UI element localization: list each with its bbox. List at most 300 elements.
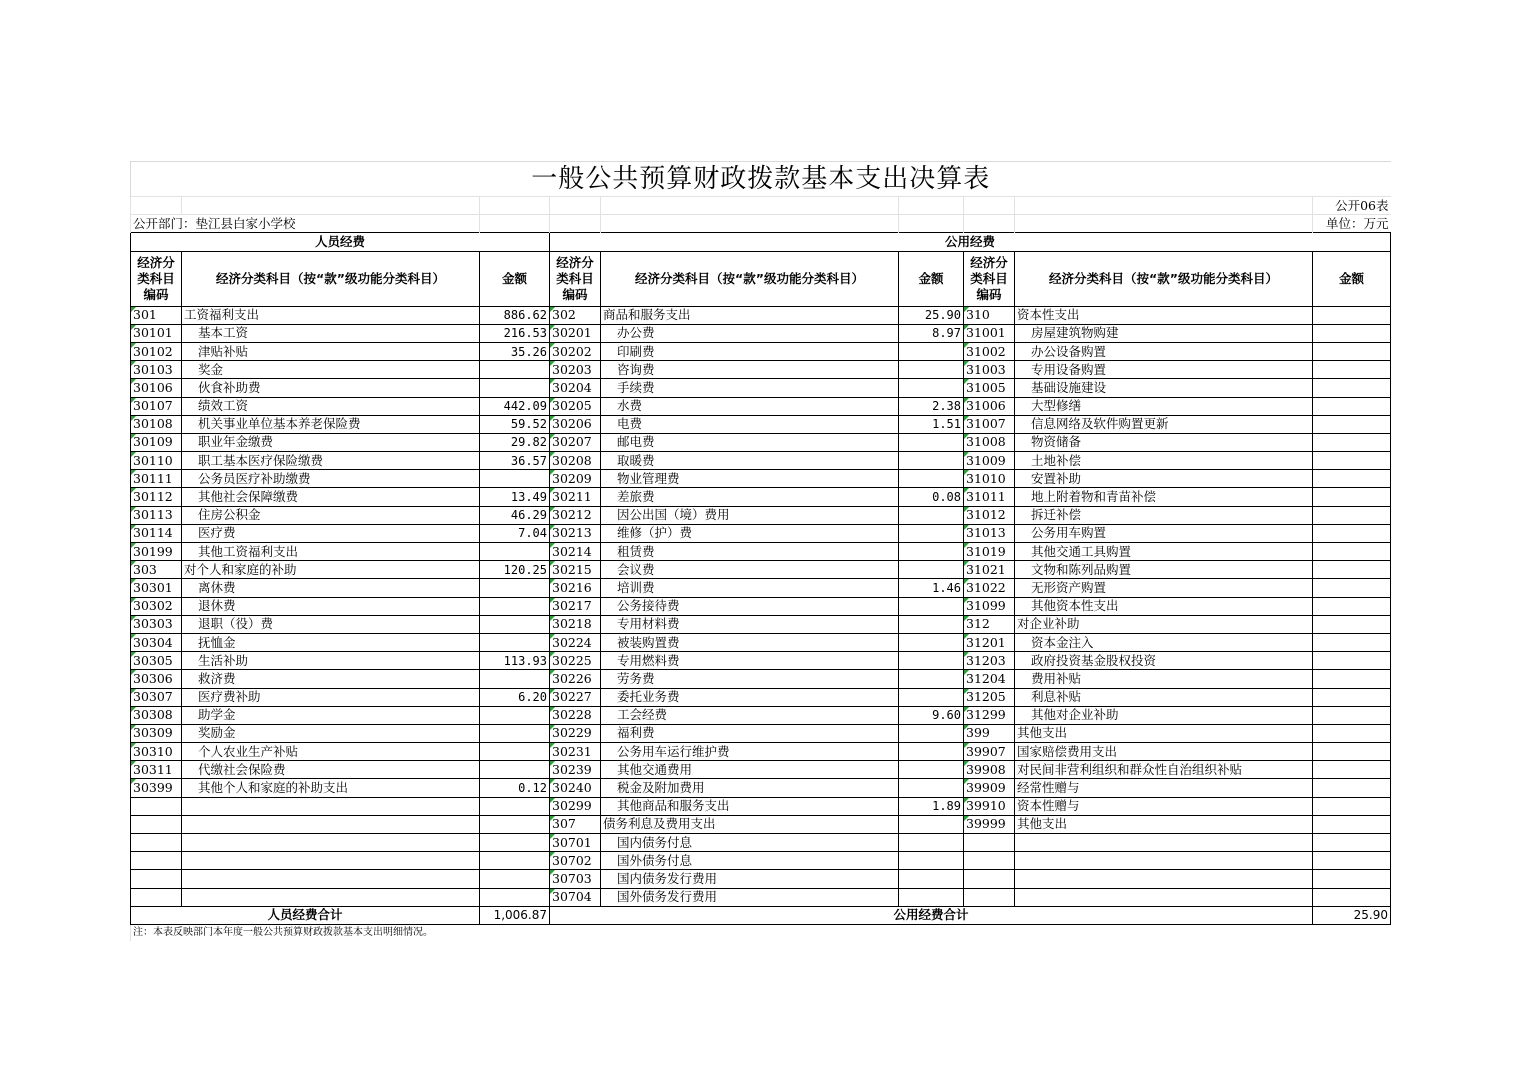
row-amount (899, 543, 964, 561)
total-personnel-amount: 1,006.87 (480, 906, 550, 924)
row-code: 30201 (550, 324, 601, 342)
row-name: 退职（役）费 (182, 615, 480, 633)
row-code: 30208 (550, 452, 601, 470)
row-amount (899, 652, 964, 670)
row-name: 邮电费 (601, 433, 899, 451)
row-code: 30299 (550, 797, 601, 815)
row-name: 办公设备购置 (1015, 342, 1313, 360)
col-amount-header: 金额 (899, 251, 964, 306)
row-name: 职工基本医疗保险缴费 (182, 452, 480, 470)
row-code: 30227 (550, 688, 601, 706)
table-row (131, 724, 1391, 742)
row-amount: 216.53 (480, 324, 550, 342)
table-row (131, 470, 1391, 488)
row-code: 31022 (964, 579, 1015, 597)
row-code: 310 (964, 306, 1015, 324)
row-name: 奖金 (182, 361, 480, 379)
row-code (964, 888, 1015, 906)
row-amount (899, 761, 964, 779)
row-code: 30211 (550, 488, 601, 506)
row-name: 因公出国（境）费用 (601, 506, 899, 524)
row-amount (1313, 524, 1391, 542)
row-code (964, 852, 1015, 870)
table-row (131, 579, 1391, 597)
row-code: 30112 (131, 488, 182, 506)
row-code: 30224 (550, 633, 601, 651)
total-public-amount: 25.90 (1313, 906, 1391, 924)
row-code: 30199 (131, 543, 182, 561)
row-name: 其他对企业补助 (1015, 706, 1313, 724)
row-code: 39908 (964, 761, 1015, 779)
row-code: 31002 (964, 342, 1015, 360)
row-amount: 886.62 (480, 306, 550, 324)
row-amount: 0.08 (899, 488, 964, 506)
row-amount: 13.49 (480, 488, 550, 506)
row-code: 30106 (131, 379, 182, 397)
row-code: 31008 (964, 433, 1015, 451)
row-code: 303 (131, 561, 182, 579)
row-code: 31204 (964, 670, 1015, 688)
row-name: 商品和服务支出 (601, 306, 899, 324)
row-code: 31007 (964, 415, 1015, 433)
row-amount (899, 470, 964, 488)
row-name (182, 870, 480, 888)
row-code (964, 834, 1015, 852)
row-amount (1313, 470, 1391, 488)
row-amount (480, 579, 550, 597)
row-amount: 46.29 (480, 506, 550, 524)
row-amount (899, 834, 964, 852)
row-name: 差旅费 (601, 488, 899, 506)
col-code-header: 经济分类科目编码 (964, 251, 1015, 306)
table-row (131, 615, 1391, 633)
table-row (131, 670, 1391, 688)
row-amount (1313, 306, 1391, 324)
row-amount: 59.52 (480, 415, 550, 433)
row-code: 302 (550, 306, 601, 324)
row-amount: 7.04 (480, 524, 550, 542)
row-code: 30207 (550, 433, 601, 451)
row-code: 31006 (964, 397, 1015, 415)
row-name: 退休费 (182, 597, 480, 615)
col-name-header: 经济分类科目（按“款”级功能分类科目） (182, 251, 480, 306)
row-code: 30309 (131, 724, 182, 742)
row-amount: 1.89 (899, 797, 964, 815)
row-name: 对企业补助 (1015, 615, 1313, 633)
row-amount (1313, 888, 1391, 906)
row-amount (1313, 342, 1391, 360)
table-row (131, 706, 1391, 724)
row-amount (899, 724, 964, 742)
row-name: 费用补贴 (1015, 670, 1313, 688)
row-code: 30111 (131, 470, 182, 488)
row-code (131, 815, 182, 833)
row-code: 31019 (964, 543, 1015, 561)
col-code-header: 经济分类科目编码 (550, 251, 601, 306)
row-name: 咨询费 (601, 361, 899, 379)
row-amount: 29.82 (480, 433, 550, 451)
table-row (131, 324, 1391, 342)
table-row (131, 852, 1391, 870)
row-code: 31012 (964, 506, 1015, 524)
row-code: 30702 (550, 852, 601, 870)
row-amount (1313, 506, 1391, 524)
row-code: 30108 (131, 415, 182, 433)
table-row (131, 870, 1391, 888)
row-amount: 6.20 (480, 688, 550, 706)
row-amount (1313, 706, 1391, 724)
col-amount-header: 金额 (1313, 251, 1391, 306)
row-amount (1313, 433, 1391, 451)
row-amount (480, 670, 550, 688)
row-code: 30239 (550, 761, 601, 779)
row-name: 大型修缮 (1015, 397, 1313, 415)
row-amount (480, 470, 550, 488)
row-amount (899, 815, 964, 833)
row-amount (480, 815, 550, 833)
row-name: 安置补助 (1015, 470, 1313, 488)
row-amount (1313, 415, 1391, 433)
row-code: 30306 (131, 670, 182, 688)
table-row (131, 379, 1391, 397)
row-name: 其他交通费用 (601, 761, 899, 779)
row-amount (899, 524, 964, 542)
row-amount (1313, 852, 1391, 870)
row-name: 水费 (601, 397, 899, 415)
row-amount (1313, 579, 1391, 597)
row-code: 30107 (131, 397, 182, 415)
row-amount (899, 506, 964, 524)
row-code: 399 (964, 724, 1015, 742)
row-amount (899, 615, 964, 633)
table-row (131, 306, 1391, 324)
row-name: 公务用车购置 (1015, 524, 1313, 542)
row-name: 被装购置费 (601, 633, 899, 651)
row-name: 物资储备 (1015, 433, 1313, 451)
row-code: 31005 (964, 379, 1015, 397)
row-code: 30216 (550, 579, 601, 597)
row-code: 31099 (964, 597, 1015, 615)
row-name (182, 888, 480, 906)
row-code (131, 852, 182, 870)
row-amount (1313, 452, 1391, 470)
row-name: 住房公积金 (182, 506, 480, 524)
row-amount (1313, 743, 1391, 761)
table-row (131, 342, 1391, 360)
row-name: 福利费 (601, 724, 899, 742)
row-amount: 0.12 (480, 779, 550, 797)
row-code: 312 (964, 615, 1015, 633)
row-amount (899, 342, 964, 360)
row-amount (899, 561, 964, 579)
row-amount (1313, 397, 1391, 415)
row-amount: 2.38 (899, 397, 964, 415)
row-name: 委托业务费 (601, 688, 899, 706)
row-amount (480, 834, 550, 852)
row-code: 30109 (131, 433, 182, 451)
row-code: 31010 (964, 470, 1015, 488)
row-amount (480, 597, 550, 615)
row-code: 31205 (964, 688, 1015, 706)
row-name: 专用燃料费 (601, 652, 899, 670)
table-row (131, 397, 1391, 415)
row-amount (480, 361, 550, 379)
col-name-header: 经济分类科目（按“款”级功能分类科目） (601, 251, 899, 306)
row-amount (899, 361, 964, 379)
unit-label: 单位：万元 (1313, 215, 1391, 233)
row-name: 其他支出 (1015, 724, 1313, 742)
row-name: 资本性赠与 (1015, 797, 1313, 815)
row-name: 专用设备购置 (1015, 361, 1313, 379)
row-code: 30228 (550, 706, 601, 724)
row-amount (899, 633, 964, 651)
row-code: 30305 (131, 652, 182, 670)
row-name: 代缴社会保险费 (182, 761, 480, 779)
row-amount (899, 688, 964, 706)
row-amount (480, 543, 550, 561)
row-code: 30113 (131, 506, 182, 524)
row-code: 301 (131, 306, 182, 324)
row-amount (899, 888, 964, 906)
col-code-header: 经济分类科目编码 (131, 251, 182, 306)
row-amount: 113.93 (480, 652, 550, 670)
row-amount (899, 597, 964, 615)
table-row (131, 797, 1391, 815)
report-sheet (130, 161, 1390, 941)
row-code: 307 (550, 815, 601, 833)
row-code: 39910 (964, 797, 1015, 815)
row-code: 30213 (550, 524, 601, 542)
row-amount (1313, 633, 1391, 651)
row-amount (480, 797, 550, 815)
row-amount (480, 761, 550, 779)
table-row (131, 761, 1391, 779)
row-name (182, 797, 480, 815)
row-name: 津贴补贴 (182, 342, 480, 360)
footnote: 注：本表反映部门本年度一般公共预算财政拨款基本支出明细情况。 (131, 924, 1391, 941)
table-row (131, 815, 1391, 833)
row-name: 个人农业生产补贴 (182, 743, 480, 761)
row-amount (1313, 615, 1391, 633)
row-amount (1313, 379, 1391, 397)
row-amount: 442.09 (480, 397, 550, 415)
row-name: 国外债务付息 (601, 852, 899, 870)
row-name: 专用材料费 (601, 615, 899, 633)
table-row (131, 543, 1391, 561)
row-code: 30202 (550, 342, 601, 360)
row-name: 物业管理费 (601, 470, 899, 488)
table-row (131, 561, 1391, 579)
row-code: 31001 (964, 324, 1015, 342)
row-name (182, 815, 480, 833)
row-amount (899, 433, 964, 451)
row-name: 信息网络及软件购置更新 (1015, 415, 1313, 433)
row-name: 资本金注入 (1015, 633, 1313, 651)
row-name: 国外债务发行费用 (601, 888, 899, 906)
row-amount (1313, 561, 1391, 579)
row-code: 30214 (550, 543, 601, 561)
row-code: 31009 (964, 452, 1015, 470)
row-code: 30102 (131, 342, 182, 360)
row-name: 医疗费 (182, 524, 480, 542)
row-name: 地上附着物和青苗补偿 (1015, 488, 1313, 506)
row-code: 30704 (550, 888, 601, 906)
row-name: 办公费 (601, 324, 899, 342)
row-code: 31021 (964, 561, 1015, 579)
row-code: 30303 (131, 615, 182, 633)
row-name: 其他个人和家庭的补助支出 (182, 779, 480, 797)
row-code (964, 870, 1015, 888)
row-name: 印刷费 (601, 342, 899, 360)
row-name: 土地补偿 (1015, 452, 1313, 470)
row-amount (480, 615, 550, 633)
table-row (131, 779, 1391, 797)
row-name: 文物和陈列品购置 (1015, 561, 1313, 579)
row-name: 工会经费 (601, 706, 899, 724)
row-amount: 36.57 (480, 452, 550, 470)
row-code: 31203 (964, 652, 1015, 670)
table-row (131, 688, 1391, 706)
row-name: 助学金 (182, 706, 480, 724)
row-name: 其他商品和服务支出 (601, 797, 899, 815)
row-code: 30215 (550, 561, 601, 579)
table-row (131, 597, 1391, 615)
row-name: 职业年金缴费 (182, 433, 480, 451)
row-code: 30101 (131, 324, 182, 342)
row-amount (1313, 324, 1391, 342)
row-name: 基本工资 (182, 324, 480, 342)
row-name (1015, 870, 1313, 888)
row-name: 手续费 (601, 379, 899, 397)
row-name: 维修（护）费 (601, 524, 899, 542)
row-name: 资本性支出 (1015, 306, 1313, 324)
row-amount (1313, 361, 1391, 379)
row-amount (1313, 543, 1391, 561)
row-name: 拆迁补偿 (1015, 506, 1313, 524)
row-name: 经常性赠与 (1015, 779, 1313, 797)
row-code: 30311 (131, 761, 182, 779)
row-amount (899, 743, 964, 761)
row-name: 房屋建筑物购建 (1015, 324, 1313, 342)
row-code (131, 834, 182, 852)
row-code (131, 870, 182, 888)
row-name: 取暖费 (601, 452, 899, 470)
row-name (182, 852, 480, 870)
row-name: 培训费 (601, 579, 899, 597)
table-row (131, 633, 1391, 651)
row-code: 39999 (964, 815, 1015, 833)
row-code: 31003 (964, 361, 1015, 379)
total-public-label: 公用经费合计 (550, 906, 1313, 924)
row-code: 30304 (131, 633, 182, 651)
section-personnel: 人员经费 (131, 233, 550, 251)
row-amount (1313, 597, 1391, 615)
row-code: 30103 (131, 361, 182, 379)
row-code: 31013 (964, 524, 1015, 542)
table-row (131, 433, 1391, 451)
row-code: 30226 (550, 670, 601, 688)
row-name: 公务员医疗补助缴费 (182, 470, 480, 488)
row-code: 39909 (964, 779, 1015, 797)
table-row (131, 743, 1391, 761)
row-amount: 35.26 (480, 342, 550, 360)
row-code: 30225 (550, 652, 601, 670)
row-amount: 9.60 (899, 706, 964, 724)
row-amount: 25.90 (899, 306, 964, 324)
row-amount (1313, 652, 1391, 670)
row-name: 救济费 (182, 670, 480, 688)
row-amount (1313, 688, 1391, 706)
row-name: 租赁费 (601, 543, 899, 561)
row-code: 30203 (550, 361, 601, 379)
row-code (131, 888, 182, 906)
row-name: 绩效工资 (182, 397, 480, 415)
table-row (131, 506, 1391, 524)
row-amount (480, 633, 550, 651)
row-code: 30206 (550, 415, 601, 433)
row-code: 30307 (131, 688, 182, 706)
row-name: 劳务费 (601, 670, 899, 688)
row-name (1015, 834, 1313, 852)
row-amount (1313, 870, 1391, 888)
row-name: 医疗费补助 (182, 688, 480, 706)
row-name: 工资福利支出 (182, 306, 480, 324)
row-amount (1313, 797, 1391, 815)
row-name: 无形资产购置 (1015, 579, 1313, 597)
row-name: 其他交通工具购置 (1015, 543, 1313, 561)
row-amount: 1.46 (899, 579, 964, 597)
row-name: 生活补助 (182, 652, 480, 670)
table-row (131, 524, 1391, 542)
table-row (131, 415, 1391, 433)
row-code: 30240 (550, 779, 601, 797)
row-name (1015, 852, 1313, 870)
row-amount (1313, 834, 1391, 852)
section-public: 公用经费 (550, 233, 1391, 251)
row-amount: 1.51 (899, 415, 964, 433)
row-amount (480, 852, 550, 870)
row-code: 30110 (131, 452, 182, 470)
row-code: 31011 (964, 488, 1015, 506)
row-amount (480, 379, 550, 397)
row-name: 国家赔偿费用支出 (1015, 743, 1313, 761)
row-name: 债务利息及费用支出 (601, 815, 899, 833)
col-name-header: 经济分类科目（按“款”级功能分类科目） (1015, 251, 1313, 306)
row-code: 30205 (550, 397, 601, 415)
row-amount (899, 670, 964, 688)
row-code: 30703 (550, 870, 601, 888)
row-code: 30301 (131, 579, 182, 597)
row-name: 国内债务付息 (601, 834, 899, 852)
row-code: 30310 (131, 743, 182, 761)
row-code: 31299 (964, 706, 1015, 724)
row-amount (1313, 761, 1391, 779)
col-amount-header: 金额 (480, 251, 550, 306)
total-personnel-label: 人员经费合计 (131, 906, 480, 924)
row-code: 30114 (131, 524, 182, 542)
row-name: 电费 (601, 415, 899, 433)
row-name: 利息补贴 (1015, 688, 1313, 706)
table-row (131, 834, 1391, 852)
row-amount (480, 706, 550, 724)
report-title: 一般公共预算财政拨款基本支出决算表 (131, 162, 1391, 197)
row-amount (1313, 670, 1391, 688)
table-row (131, 361, 1391, 379)
row-amount (899, 852, 964, 870)
row-amount (480, 724, 550, 742)
table-row (131, 888, 1391, 906)
row-name: 机关事业单位基本养老保险费 (182, 415, 480, 433)
